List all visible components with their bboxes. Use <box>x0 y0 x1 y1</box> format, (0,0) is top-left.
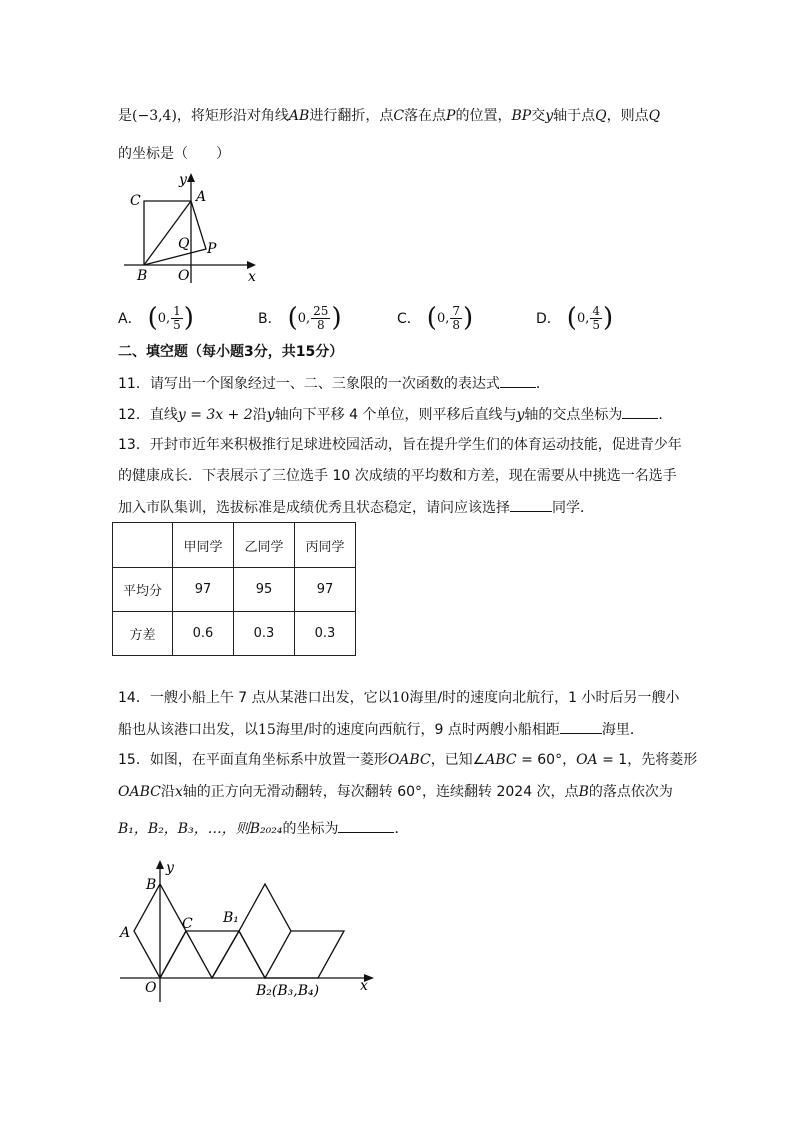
q15-line1: 15．如图，在平面直角坐标系中放置一菱形OABC，已知∠ABC = 60°，OA = 1，先将菱形 <box>118 752 698 768</box>
fold-ap <box>144 201 206 265</box>
label-b2: B₂(B₃,B₄) <box>256 983 320 999</box>
label-b: B <box>137 268 148 284</box>
q11: 11．请写出一个图象经过一、二、三象限的一次函数的表达式 ． <box>118 373 550 394</box>
label-y: y <box>166 860 174 876</box>
table-cell: 95 <box>234 568 295 612</box>
q13-line3: 加入市队集训，选拔标准是成绩优秀且状态稳定，请问应该选择 同学． <box>118 497 594 518</box>
y-axis-arrow <box>187 173 195 182</box>
label-a: A <box>120 925 131 941</box>
q10-figure <box>118 168 268 286</box>
q15-blank[interactable] <box>338 818 394 833</box>
rhombus-flip-4 <box>265 931 344 978</box>
q13-line2: 的健康成长．下表展示了三位选手 10 次成绩的平均数和方差，现在需要从中挑选一名选手 <box>118 468 677 484</box>
scores-table <box>112 522 356 656</box>
table-header-cell: 乙同学 <box>234 523 295 568</box>
section-title: 二、填空题（每小题3分，共15分） <box>118 344 344 360</box>
label-x: x <box>248 269 256 285</box>
table-cell: 97 <box>173 568 234 612</box>
table-cell: 0.3 <box>234 612 295 656</box>
table-row <box>113 568 356 612</box>
table-header-cell: 丙同学 <box>295 523 356 568</box>
q14-line1: 14．一艘小船上午 7 点从某港口出发，它以10海里/时的速度向北航行，1 小时后另一艘小 <box>118 690 680 706</box>
label-o: O <box>178 268 190 284</box>
x-axis-arrow <box>247 261 256 269</box>
rhombus-flip-1 <box>160 931 239 978</box>
option-b[interactable]: B． ( 0, $\frac{25}{8}$ ) <box>258 303 342 333</box>
option-d[interactable]: D． ( 0, $\frac{4}{5}$ ) <box>536 303 614 333</box>
table-cell: 方差 <box>113 612 173 656</box>
q15-line2: OABC沿x轴的正方向无滑动翻转，每次翻转 60°，连续翻转 2024 次，点B的落点依次为 <box>118 784 673 800</box>
label-c: C <box>182 916 193 932</box>
table-cell: 0.6 <box>173 612 234 656</box>
rhombus-flip-3 <box>239 884 291 978</box>
q13-line1: 13．开封市近年来积极推行足球进校园活动，旨在提升学生们的体育运动技能，促进青少年 <box>118 437 682 453</box>
y-axis-arrow <box>156 860 164 869</box>
q13-blank[interactable] <box>510 497 552 512</box>
label-b: B <box>146 877 157 893</box>
q11-blank[interactable] <box>500 373 536 388</box>
q12: 12．直线y = 3x + 2沿y轴向下平移 4 个单位，则平移后直线与y轴的交点坐标为 ． <box>118 404 672 425</box>
q10-line2: 的坐标是（ ） <box>118 146 230 162</box>
table-cell: 97 <box>295 568 356 612</box>
q14-line2: 船也从该港口出发，以15海里/时的速度向西航行，9 点时两艘小船相距 海里． <box>118 719 644 740</box>
table-cell: 0.3 <box>295 612 356 656</box>
table-row <box>113 612 356 656</box>
table-cell <box>113 523 173 568</box>
table-header-row <box>113 523 356 568</box>
label-o: O <box>145 980 157 996</box>
q15-figure <box>112 852 384 1002</box>
label-a: A <box>196 189 207 205</box>
q15-line3: B₁，B₂，B₃，…，则B₂₀₂₄的坐标为 ． <box>118 818 408 839</box>
table-header-cell: 甲同学 <box>173 523 234 568</box>
label-p: P <box>207 241 217 257</box>
q12-blank[interactable] <box>622 404 658 419</box>
label-x: x <box>360 978 368 994</box>
diagonal-ab <box>144 201 191 265</box>
option-c[interactable]: C． ( 0, $\frac{7}{8}$ ) <box>397 303 474 333</box>
label-c: C <box>130 193 141 209</box>
rhombus-flip-2 <box>212 931 265 978</box>
label-b1: B₁ <box>223 910 239 926</box>
q10-line1: 是(−3,4)，将矩形沿对角线AB进行翻折，点C落在点P的位置，BP交y轴于点Q，则点Q <box>118 108 661 124</box>
label-y: y <box>179 172 187 188</box>
option-a[interactable]: A． ( 0, $\frac{1}{5}$ ) <box>118 303 194 333</box>
table-cell: 平均分 <box>113 568 173 612</box>
q14-blank[interactable] <box>560 719 602 734</box>
label-q: Q <box>178 236 190 252</box>
